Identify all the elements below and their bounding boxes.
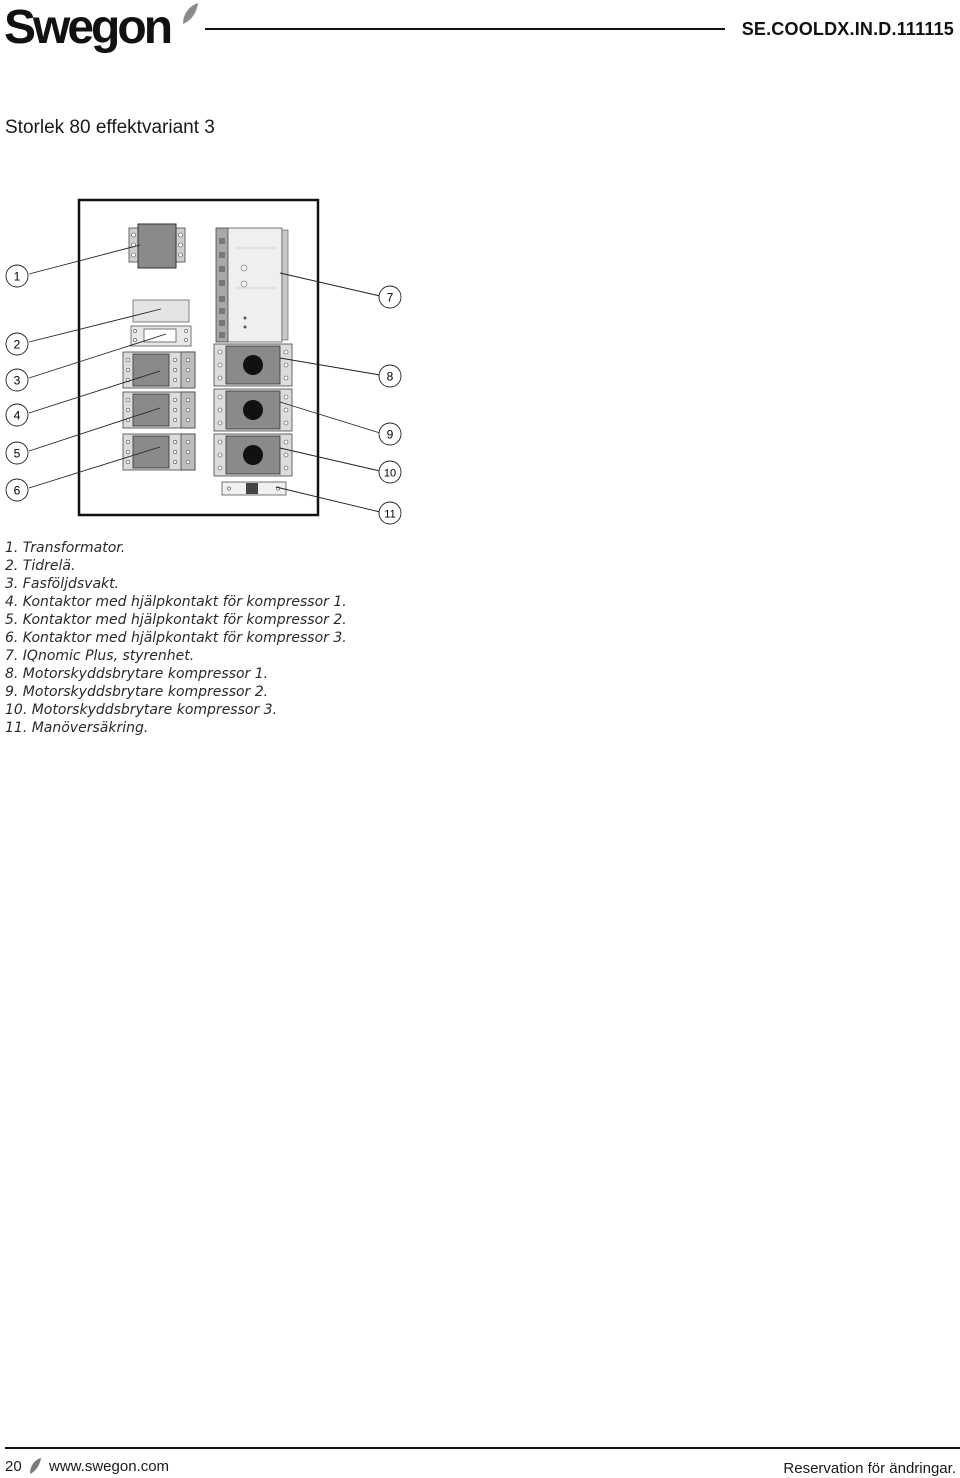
legend-item: 9. Motorskyddsbrytare kompressor 2. xyxy=(5,684,269,700)
callout-11-label: 11 xyxy=(384,508,396,521)
callout-3-label: 3 xyxy=(13,373,21,388)
callout-4-label: 4 xyxy=(13,408,21,423)
callout-5-label: 5 xyxy=(13,446,21,461)
callout-3 xyxy=(6,369,28,391)
legend-item: 2. Tidrelä. xyxy=(5,558,76,574)
website-link[interactable]: www.swegon.com xyxy=(49,1458,170,1475)
callout-8-label: 8 xyxy=(386,369,394,384)
callout-7-label: 7 xyxy=(386,290,394,305)
callout-6-label: 6 xyxy=(13,483,21,498)
iqnomic-plus-unit xyxy=(216,228,288,342)
page-number: 20 xyxy=(5,1458,22,1475)
footer-rule xyxy=(5,1447,960,1449)
contactor-3 xyxy=(123,434,195,470)
contactor-1 xyxy=(123,352,195,388)
legend-item: 1. Transformator. xyxy=(5,540,126,556)
legend-item: 8. Motorskyddsbrytare kompressor 1. xyxy=(5,666,269,682)
callout-7 xyxy=(379,286,401,308)
callout-6 xyxy=(6,479,28,501)
brand-name: Swegon xyxy=(4,1,171,54)
motor-protector-1 xyxy=(214,344,292,386)
callout-10-label: 10 xyxy=(383,467,397,480)
callout-5 xyxy=(6,442,28,464)
leaf-icon xyxy=(180,2,200,26)
motor-protector-3 xyxy=(214,434,292,476)
reservation-note: Reservation för ändringar. xyxy=(783,1460,956,1477)
timer-relay xyxy=(133,300,189,322)
legend-item: 10. Motorskyddsbrytare kompressor 3. xyxy=(5,702,278,718)
legend-item: 11. Manöversäkring. xyxy=(5,720,149,736)
callout-11 xyxy=(379,502,401,524)
callout-2 xyxy=(6,333,28,355)
legend-item: 5. Kontaktor med hjälpkontakt för kompressor 2. xyxy=(5,612,347,628)
legend-item: 6. Kontaktor med hjälpkontakt för kompressor 3. xyxy=(5,630,347,646)
callout-10 xyxy=(379,461,401,483)
control-fuse xyxy=(222,482,286,495)
callout-8 xyxy=(379,365,401,387)
swegon-logo xyxy=(4,2,200,56)
legend-item: 4. Kontaktor med hjälpkontakt för kompressor 1. xyxy=(5,594,347,610)
callout-1 xyxy=(6,265,28,287)
contactor-2 xyxy=(123,392,195,428)
callout-1-label: 1 xyxy=(13,269,21,284)
component-legend xyxy=(5,539,347,737)
callout-2-label: 2 xyxy=(13,337,21,352)
callout-4 xyxy=(6,404,28,426)
callout-9-label: 9 xyxy=(386,427,394,442)
cabinet-diagram xyxy=(0,190,420,530)
leaf-icon xyxy=(28,1457,42,1475)
callout-9 xyxy=(379,423,401,445)
header-rule xyxy=(205,28,725,30)
legend-item: 7. IQnomic Plus, styrenhet. xyxy=(5,648,195,664)
page-title: Storlek 80 effektvariant 3 xyxy=(5,117,215,138)
motor-protector-2 xyxy=(214,389,292,431)
document-code: SE.COOLDX.IN.D.111115 xyxy=(741,19,954,39)
legend-item: 3. Fasföljdsvakt. xyxy=(5,576,120,592)
